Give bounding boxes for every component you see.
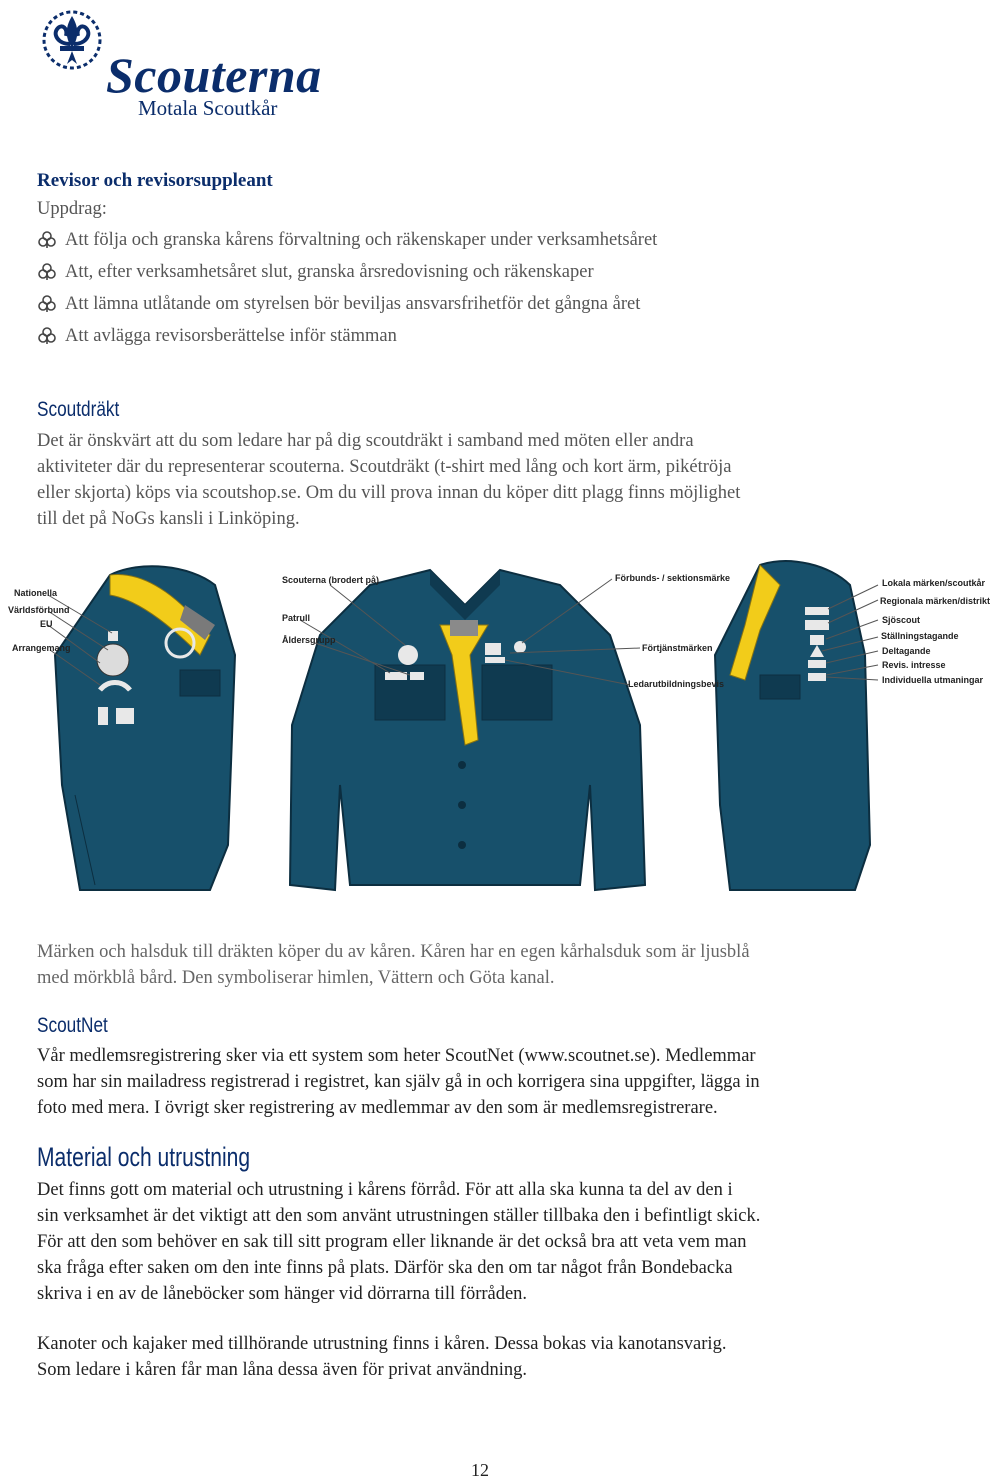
paragraph-line: eller skjorta) köps via scoutshop.se. Om du vill prova innan du köper ditt plagg finns möjlighet: [37, 483, 741, 503]
list-item-text: Att avlägga revisorsberättelse inför stämman: [65, 325, 397, 346]
label-fortjanstmarken: Förtjänstmärken: [642, 643, 713, 653]
label-varldsforbund: Världsförbund: [8, 605, 70, 615]
scoutdrakt-heading: Scoutdräkt: [37, 398, 120, 421]
label-regionala-marken: Regionala märken/distrikt: [880, 596, 990, 606]
paragraph-line: Märken och halsduk till dräkten köper du av kåren. Kåren har en egen kårhalsduk som är ljusblå: [37, 942, 750, 962]
paragraph-line: Det finns gott om material och utrustning i kårens förråd. För att alla ska kunna ta del av den i: [37, 1180, 733, 1200]
scouterna-logo: [40, 8, 340, 126]
uniform-diagram: [0, 545, 960, 900]
paragraph-line: aktiviteter där du representerar scouterna. Scoutdräkt (t-shirt med lång och kort ärm, pikétröja: [37, 457, 732, 477]
label-aldersgrupp: Åldersgrupp: [282, 635, 336, 645]
scoutnet-heading: ScoutNet: [37, 1014, 108, 1037]
label-deltagande: Deltagande: [882, 646, 931, 656]
material-heading: Material och utrustning: [37, 1142, 251, 1172]
halsduk-paragraph: [37, 939, 750, 991]
revisor-list: [37, 224, 657, 352]
paragraph-line: sin verksamhet är det viktigt att den som använt utrustningen ställer tillbaka den i befintligt skick.: [37, 1206, 761, 1226]
paragraph-line: Det är önskvärt att du som ledare har på dig scoutdräkt i samband med möten eller andra: [37, 431, 694, 451]
paragraph-line: skriva i en av de låneböcker som hänger vid dörrarna till förråden.: [37, 1284, 528, 1304]
scoutnet-paragraph: [37, 1043, 760, 1121]
list-item: [37, 288, 657, 320]
revisor-label: Uppdrag:: [37, 199, 107, 219]
label-nationella: Nationella: [14, 588, 58, 598]
trefoil-bullet-icon: [37, 230, 57, 250]
label-arrangemang: Arrangemang: [12, 643, 71, 653]
paragraph-line: För att den som behöver en sak till sitt program eller liknande är det också bra att veta vem man: [37, 1232, 747, 1252]
trefoil-bullet-icon: [37, 262, 57, 282]
trefoil-bullet-icon: [37, 294, 57, 314]
list-item-text: Att lämna utlåtande om styrelsen bör beviljas ansvarsfrihetför det gångna året: [65, 293, 641, 314]
uniform-illustration: [0, 545, 990, 900]
label-scouterna-broderat: Scouterna (brodert på): [282, 575, 380, 585]
list-item-text: Att, efter verksamhetsåret slut, granska årsredovisning och räkenskaper: [65, 261, 594, 282]
label-sjoscout: Sjöscout: [882, 615, 921, 625]
page-number: 12: [471, 1460, 489, 1480]
logo-wordmark: Scouterna: [106, 47, 322, 103]
revisor-title: Revisor och revisorsuppleant: [37, 170, 273, 191]
label-individuella-utmaningar: Individuella utmaningar: [882, 675, 984, 685]
list-item: [37, 224, 657, 256]
label-lokala-marken: Lokala märken/scoutkår: [882, 578, 986, 588]
label-stallningstagande: Ställningstagande: [881, 631, 959, 641]
paragraph-line: foto med mera. I övrigt sker registrering av medlemmar av den som är medlemsregistrerare.: [37, 1098, 718, 1118]
fleur-de-lis-icon: [40, 8, 104, 72]
material-paragraph: [37, 1177, 760, 1307]
paragraph-line: ska fråga efter saken om den inte finns på plats. Därför ska den om tar något från Bondebacka: [37, 1258, 733, 1278]
list-item: [37, 256, 657, 288]
paragraph-line: som har sin mailadress registrerad i registret, kan själv gå in och korrigera sina uppgifter, lägga in: [37, 1072, 760, 1092]
label-patrull: Patrull: [282, 613, 311, 623]
kanoter-paragraph: [37, 1331, 726, 1383]
label-forbundsmarke: Förbunds- / sektionsmärke: [615, 573, 731, 583]
label-ledarutbildningsbevis: Ledarutbildningsbevis: [628, 679, 725, 689]
front-shirt: [290, 570, 645, 890]
paragraph-line: med mörkblå bård. Den symboliserar himlen, Vättern och Göta kanal.: [37, 968, 555, 988]
label-eu: EU: [40, 619, 53, 629]
paragraph-line: Kanoter och kajaker med tillhörande utrustning finns i kåren. Dessa bokas via kanotansvarig.: [37, 1334, 727, 1354]
logo-subtitle: Motala Scoutkår: [138, 96, 278, 120]
paragraph-line: Som ledare i kåren får man låna dessa även för privat användning.: [37, 1360, 528, 1380]
label-revis-intresse: Revis. intresse: [882, 660, 946, 670]
paragraph-line: Vår medlemsregistrering sker via ett system som heter ScoutNet (www.scoutnet.se). Medlemmar: [37, 1046, 756, 1066]
right-sleeve-shirt: [715, 561, 870, 890]
scoutdrakt-paragraph: [37, 428, 740, 532]
paragraph-line: till det på NoGs kansli i Linköping.: [37, 509, 300, 529]
list-item: [37, 320, 657, 352]
list-item-text: Att följa och granska kårens förvaltning och räkenskaper under verksamhetsåret: [65, 229, 658, 250]
trefoil-bullet-icon: [37, 326, 57, 346]
